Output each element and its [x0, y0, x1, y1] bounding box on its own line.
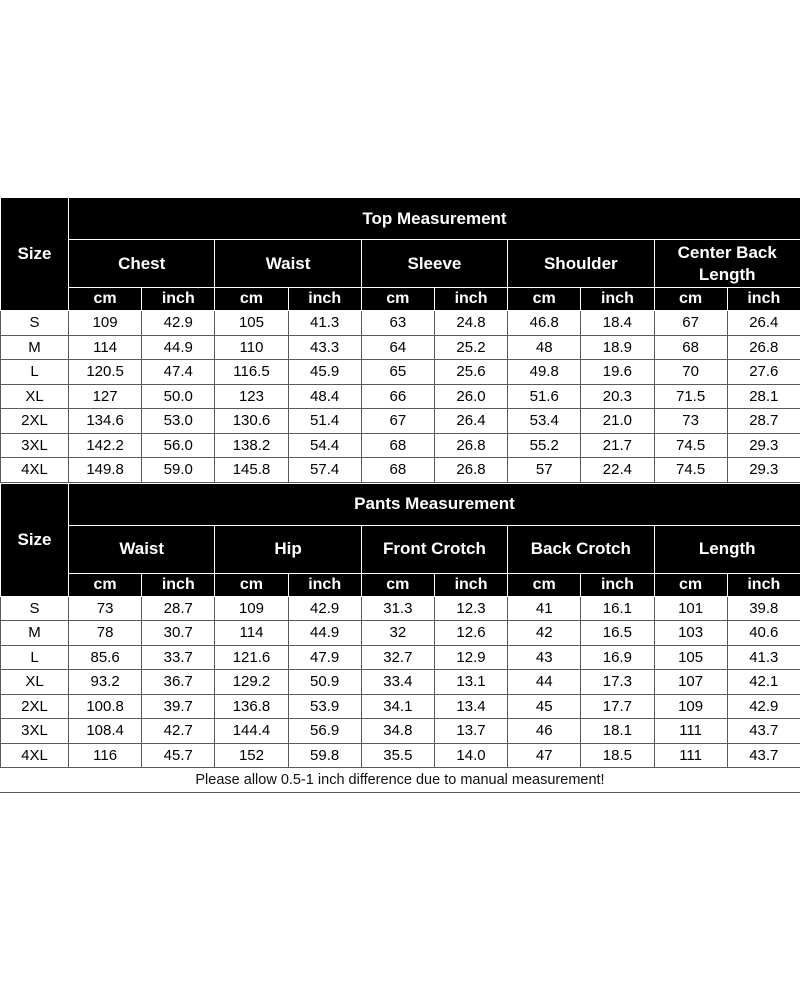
measurement-cell: 45.9	[288, 360, 361, 385]
unit-header-cm: cm	[215, 573, 288, 596]
top-measurement-title: Top Measurement	[69, 198, 800, 240]
size-cell: S	[1, 311, 69, 336]
measurement-cell: 13.4	[434, 694, 507, 719]
unit-header-cm: cm	[654, 288, 727, 311]
measurement-cell: 63	[361, 311, 434, 336]
measurement-cell: 109	[69, 311, 142, 336]
measurement-cell: 109	[654, 694, 727, 719]
pants-measurement-title: Pants Measurement	[69, 483, 800, 525]
measurement-cell: 21.7	[581, 433, 654, 458]
table-row	[1, 596, 800, 621]
measurement-cell: 32	[361, 621, 434, 646]
unit-header-inch: inch	[434, 573, 507, 596]
measurement-cell: 56.0	[142, 433, 215, 458]
size-cell: 2XL	[1, 409, 69, 434]
unit-header-cm: cm	[69, 573, 142, 596]
measurement-cell: 12.9	[434, 645, 507, 670]
table-row	[1, 311, 800, 336]
measurement-cell: 138.2	[215, 433, 288, 458]
measurement-cell: 20.3	[581, 384, 654, 409]
measurement-cell: 48	[508, 335, 581, 360]
measurement-cell: 129.2	[215, 670, 288, 695]
measurement-cell: 57.4	[288, 458, 361, 483]
measurement-cell: 74.5	[654, 458, 727, 483]
measurement-note: Please allow 0.5-1 inch difference due to manual measurement!	[0, 768, 800, 793]
group-header-waist: Waist	[69, 525, 215, 573]
measurement-cell: 108.4	[69, 719, 142, 744]
measurement-cell: 100.8	[69, 694, 142, 719]
measurement-cell: 31.3	[361, 596, 434, 621]
measurement-cell: 42.7	[142, 719, 215, 744]
measurement-cell: 70	[654, 360, 727, 385]
measurement-cell: 27.6	[727, 360, 800, 385]
measurement-cell: 78	[69, 621, 142, 646]
unit-header-inch: inch	[581, 288, 654, 311]
measurement-cell: 145.8	[215, 458, 288, 483]
measurement-cell: 32.7	[361, 645, 434, 670]
size-cell: L	[1, 645, 69, 670]
group-header-chest: Chest	[69, 240, 215, 288]
measurement-cell: 49.8	[508, 360, 581, 385]
measurement-cell: 120.5	[69, 360, 142, 385]
measurement-cell: 43.3	[288, 335, 361, 360]
measurement-cell: 46	[508, 719, 581, 744]
measurement-cell: 25.6	[434, 360, 507, 385]
measurement-cell: 59.0	[142, 458, 215, 483]
unit-header-cm: cm	[508, 573, 581, 596]
measurement-cell: 29.3	[727, 433, 800, 458]
table-row	[1, 384, 800, 409]
unit-header-inch: inch	[142, 288, 215, 311]
measurement-cell: 43.7	[727, 719, 800, 744]
measurement-cell: 17.3	[581, 670, 654, 695]
table-row	[1, 670, 800, 695]
measurement-cell: 26.4	[727, 311, 800, 336]
measurement-cell: 42.9	[727, 694, 800, 719]
measurement-cell: 51.4	[288, 409, 361, 434]
group-header-sleeve: Sleeve	[361, 240, 507, 288]
measurement-cell: 26.8	[434, 433, 507, 458]
measurement-cell: 17.7	[581, 694, 654, 719]
size-cell: XL	[1, 384, 69, 409]
pants-measurement-table	[0, 483, 800, 769]
measurement-cell: 68	[654, 335, 727, 360]
measurement-cell: 43	[508, 645, 581, 670]
measurement-cell: 50.0	[142, 384, 215, 409]
measurement-cell: 44.9	[288, 621, 361, 646]
group-header-front-crotch: Front Crotch	[361, 525, 507, 573]
measurement-cell: 85.6	[69, 645, 142, 670]
measurement-cell: 42	[508, 621, 581, 646]
measurement-cell: 18.4	[581, 311, 654, 336]
measurement-cell: 43.7	[727, 743, 800, 768]
unit-header-cm: cm	[215, 288, 288, 311]
measurement-cell: 41	[508, 596, 581, 621]
unit-header-cm: cm	[508, 288, 581, 311]
pants-measurement-body	[1, 596, 800, 768]
measurement-cell: 67	[654, 311, 727, 336]
measurement-cell: 152	[215, 743, 288, 768]
group-header-center-back-length: Center Back Length	[654, 240, 800, 288]
measurement-cell: 29.3	[727, 458, 800, 483]
measurement-cell: 142.2	[69, 433, 142, 458]
measurement-cell: 68	[361, 433, 434, 458]
measurement-cell: 107	[654, 670, 727, 695]
top-measurement-table	[0, 197, 800, 483]
measurement-cell: 21.0	[581, 409, 654, 434]
measurement-cell: 136.8	[215, 694, 288, 719]
measurement-cell: 40.6	[727, 621, 800, 646]
measurement-cell: 67	[361, 409, 434, 434]
measurement-cell: 123	[215, 384, 288, 409]
top-measurement-body	[1, 311, 800, 483]
size-chart	[0, 197, 800, 793]
measurement-cell: 56.9	[288, 719, 361, 744]
measurement-cell: 28.7	[727, 409, 800, 434]
size-cell: 4XL	[1, 743, 69, 768]
table-row	[1, 360, 800, 385]
group-header-waist: Waist	[215, 240, 361, 288]
size-column-header: Size	[1, 198, 69, 311]
measurement-cell: 121.6	[215, 645, 288, 670]
measurement-cell: 39.8	[727, 596, 800, 621]
measurement-cell: 28.7	[142, 596, 215, 621]
measurement-cell: 105	[654, 645, 727, 670]
measurement-cell: 13.7	[434, 719, 507, 744]
group-header-shoulder: Shoulder	[508, 240, 654, 288]
size-cell: M	[1, 335, 69, 360]
measurement-cell: 14.0	[434, 743, 507, 768]
measurement-cell: 22.4	[581, 458, 654, 483]
size-cell: M	[1, 621, 69, 646]
table-row	[1, 335, 800, 360]
measurement-cell: 134.6	[69, 409, 142, 434]
measurement-cell: 42.9	[288, 596, 361, 621]
measurement-cell: 16.5	[581, 621, 654, 646]
measurement-cell: 44.9	[142, 335, 215, 360]
measurement-cell: 53.9	[288, 694, 361, 719]
unit-header-inch: inch	[288, 573, 361, 596]
measurement-cell: 116.5	[215, 360, 288, 385]
table-row	[1, 433, 800, 458]
measurement-cell: 71.5	[654, 384, 727, 409]
measurement-cell: 57	[508, 458, 581, 483]
size-column-header: Size	[1, 483, 69, 596]
measurement-cell: 16.1	[581, 596, 654, 621]
size-cell: 4XL	[1, 458, 69, 483]
measurement-cell: 18.5	[581, 743, 654, 768]
measurement-cell: 53.4	[508, 409, 581, 434]
measurement-cell: 59.8	[288, 743, 361, 768]
measurement-cell: 34.1	[361, 694, 434, 719]
measurement-cell: 33.7	[142, 645, 215, 670]
measurement-cell: 44	[508, 670, 581, 695]
measurement-cell: 65	[361, 360, 434, 385]
measurement-cell: 66	[361, 384, 434, 409]
measurement-cell: 111	[654, 719, 727, 744]
unit-header-cm: cm	[361, 573, 434, 596]
measurement-cell: 73	[654, 409, 727, 434]
measurement-cell: 45	[508, 694, 581, 719]
measurement-cell: 41.3	[727, 645, 800, 670]
measurement-cell: 28.1	[727, 384, 800, 409]
measurement-cell: 47.4	[142, 360, 215, 385]
measurement-cell: 109	[215, 596, 288, 621]
measurement-cell: 12.3	[434, 596, 507, 621]
table-row	[1, 719, 800, 744]
measurement-cell: 93.2	[69, 670, 142, 695]
measurement-cell: 55.2	[508, 433, 581, 458]
measurement-cell: 45.7	[142, 743, 215, 768]
unit-header-cm: cm	[654, 573, 727, 596]
unit-header-inch: inch	[727, 288, 800, 311]
measurement-cell: 34.8	[361, 719, 434, 744]
measurement-cell: 30.7	[142, 621, 215, 646]
measurement-cell: 19.6	[581, 360, 654, 385]
measurement-cell: 68	[361, 458, 434, 483]
measurement-cell: 111	[654, 743, 727, 768]
measurement-cell: 46.8	[508, 311, 581, 336]
measurement-cell: 26.8	[727, 335, 800, 360]
measurement-cell: 36.7	[142, 670, 215, 695]
size-cell: XL	[1, 670, 69, 695]
measurement-cell: 101	[654, 596, 727, 621]
measurement-cell: 51.6	[508, 384, 581, 409]
measurement-cell: 144.4	[215, 719, 288, 744]
measurement-cell: 41.3	[288, 311, 361, 336]
measurement-cell: 18.1	[581, 719, 654, 744]
measurement-cell: 47	[508, 743, 581, 768]
measurement-cell: 35.5	[361, 743, 434, 768]
size-cell: S	[1, 596, 69, 621]
size-cell: 3XL	[1, 433, 69, 458]
measurement-cell: 64	[361, 335, 434, 360]
group-header-hip: Hip	[215, 525, 361, 573]
measurement-cell: 54.4	[288, 433, 361, 458]
table-row	[1, 645, 800, 670]
measurement-cell: 26.4	[434, 409, 507, 434]
measurement-cell: 114	[215, 621, 288, 646]
measurement-cell: 73	[69, 596, 142, 621]
size-cell: L	[1, 360, 69, 385]
measurement-cell: 42.9	[142, 311, 215, 336]
measurement-cell: 25.2	[434, 335, 507, 360]
table-row	[1, 409, 800, 434]
measurement-cell: 12.6	[434, 621, 507, 646]
unit-header-cm: cm	[69, 288, 142, 311]
table-row	[1, 458, 800, 483]
measurement-cell: 26.0	[434, 384, 507, 409]
size-cell: 3XL	[1, 719, 69, 744]
measurement-cell: 47.9	[288, 645, 361, 670]
group-header-length: Length	[654, 525, 800, 573]
unit-header-inch: inch	[288, 288, 361, 311]
measurement-cell: 116	[69, 743, 142, 768]
unit-header-inch: inch	[142, 573, 215, 596]
measurement-cell: 16.9	[581, 645, 654, 670]
measurement-cell: 114	[69, 335, 142, 360]
size-cell: 2XL	[1, 694, 69, 719]
measurement-cell: 130.6	[215, 409, 288, 434]
measurement-cell: 53.0	[142, 409, 215, 434]
unit-header-inch: inch	[727, 573, 800, 596]
unit-header-inch: inch	[581, 573, 654, 596]
measurement-cell: 127	[69, 384, 142, 409]
measurement-cell: 48.4	[288, 384, 361, 409]
measurement-cell: 42.1	[727, 670, 800, 695]
table-row	[1, 694, 800, 719]
group-header-back-crotch: Back Crotch	[508, 525, 654, 573]
measurement-cell: 105	[215, 311, 288, 336]
unit-header-cm: cm	[361, 288, 434, 311]
measurement-cell: 149.8	[69, 458, 142, 483]
measurement-cell: 103	[654, 621, 727, 646]
measurement-cell: 110	[215, 335, 288, 360]
measurement-cell: 18.9	[581, 335, 654, 360]
measurement-cell: 50.9	[288, 670, 361, 695]
unit-header-inch: inch	[434, 288, 507, 311]
measurement-cell: 24.8	[434, 311, 507, 336]
measurement-cell: 13.1	[434, 670, 507, 695]
table-row	[1, 621, 800, 646]
measurement-cell: 26.8	[434, 458, 507, 483]
measurement-cell: 33.4	[361, 670, 434, 695]
table-row	[1, 743, 800, 768]
measurement-cell: 39.7	[142, 694, 215, 719]
measurement-cell: 74.5	[654, 433, 727, 458]
